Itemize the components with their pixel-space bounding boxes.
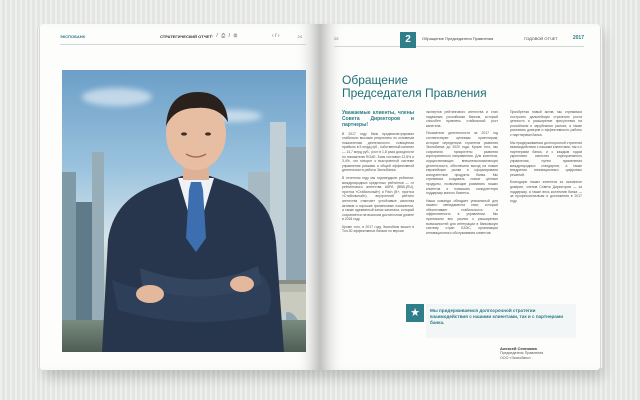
bank-logo: ЭКСПОБАНК bbox=[60, 34, 86, 39]
text-column-1 bbox=[342, 110, 414, 237]
paragraph: Наша команда обладает уникальный для нашего менеджмента опыт, который обеспечивает стабильность и эффективность в управлении. Мы приложили все усилия к расширению возможностей для интеграции в банковскую систему стран ЕАЭС, организации инновационного обслуживания клиентов. bbox=[426, 198, 498, 235]
page-number: 25 bbox=[334, 36, 339, 41]
left-page bbox=[40, 24, 320, 370]
report-year: 2017 bbox=[572, 35, 584, 41]
report-label: СТРАТЕГИЧЕСКИЙ ОТЧЕТ bbox=[160, 34, 212, 39]
paragraph: Мы придерживаемся долгосрочной стратегии взаимодействия с нашими клиентами, так и с партнерами банка, и с каждым годом укрепляем качество корпоративного управления, путем применения международных стандартов, а также внедрения инновационных цифровых решений. bbox=[510, 140, 583, 177]
pull-quote-text: Мы придерживаемся долгосрочной стратегии взаимодействия с нашими клиентами, так и с партнерами банка. bbox=[430, 308, 564, 326]
paragraph: В 2017 году банк продемонстрировал стабильно высокие результаты по основным показателям деятельности: совокупная прибыль в 5 млрд руб., собственный капитал — 14,7 млрд руб., рост в 1,8 раза доходности по показателю ROAE. Банк составил 12,8% и 3,4%, что говорит о выстроенной системе управления рисками и общей эффективной деятельности работы Экспобанка. bbox=[342, 131, 414, 173]
report-spread bbox=[40, 24, 600, 370]
title-line-2: Председателя Правления bbox=[342, 86, 487, 100]
pull-quote bbox=[410, 304, 576, 338]
section-title: Обращение Председателя Правления bbox=[422, 36, 494, 41]
page-number: 24 bbox=[297, 34, 302, 39]
page-nav-arrows[interactable]: ‹ / › bbox=[272, 33, 280, 39]
greeting: Уважаемые клиенты, члены Совета Директоров и партнеры! bbox=[342, 110, 414, 129]
signer-company: ООО «Экспобанк» bbox=[500, 356, 531, 360]
page-title bbox=[342, 74, 487, 100]
text-column-3 bbox=[510, 110, 582, 206]
paragraph: экспертов рейтингового агентства и стал надежным российским банком, который способен привлечь стабильный рост капитала. bbox=[426, 110, 498, 128]
star-icon: ★ bbox=[406, 304, 424, 322]
paragraph: Показатели деятельности за 2017 год соответствуют целевым ориентирам, которые определила стратегия развития Экспобанка до 2020 года. Кроме того, мы сохранили приоритеты развития корпоративного направления. Для клиентов, осуществляющих внешнеэкономическую деятельность, обеспечили выход на новые европейские рынки и сформировали конкурентные продукты банка. Мы стремимся создавать новые ценные продукты, позволяющие развивать наших клиентов и повышать конкурентную поддержку малого бизнеса. bbox=[426, 131, 498, 196]
title-line-1: Обращение bbox=[342, 73, 408, 87]
right-page bbox=[320, 24, 600, 370]
paragraph: Благодарю наших клиентов за оказанное доверие, членов Совета Директоров — за поддержку, а также весь коллектив банка — за профессионализм и достижения в 2017 году. bbox=[510, 180, 582, 203]
left-page-header bbox=[60, 32, 306, 45]
section-number-badge: 2 bbox=[400, 32, 416, 48]
header-icons[interactable]: ⌂ / ⎙ / ⚙ bbox=[210, 33, 239, 39]
paragraph: Кроме того, в 2017 году Экспобанк вошел в Топ-30 эффективных банков по версии bbox=[342, 224, 414, 234]
paragraph: Приобретая новый актив, мы стремимся построить дальнейшую стратегию роста ценности и расширение присутствия на российском и зарубежных рынках, а также усиливать доверие и эффективность работы с партнерами банка. bbox=[510, 110, 582, 137]
signer-name: Алексей Сенников bbox=[500, 346, 537, 351]
text-column-2 bbox=[426, 110, 498, 238]
signature-block bbox=[500, 346, 543, 361]
chairman-figure bbox=[62, 70, 306, 352]
report-label: ГОДОВОЙ ОТЧЕТ bbox=[524, 36, 558, 41]
signer-role: Председатель Правления bbox=[500, 351, 544, 355]
right-page-header bbox=[334, 32, 584, 47]
paragraph: В отчетном году мы подтвердили рейтинги: международных кредитных рейтингов — от рейтингового агентства АКРА (BBB-(RU), прогноз «Стабильный») и Fitch (B+, прогноз «Стабильный»), внутренний рейтинг агентства отмечает устойчивые качества активов и хорошие финансовые показатели, а также адекватный запас капитала, который сохраняется на высоком достаточном уровне в 2018 году. bbox=[342, 175, 414, 222]
chairman-photo bbox=[62, 70, 306, 352]
